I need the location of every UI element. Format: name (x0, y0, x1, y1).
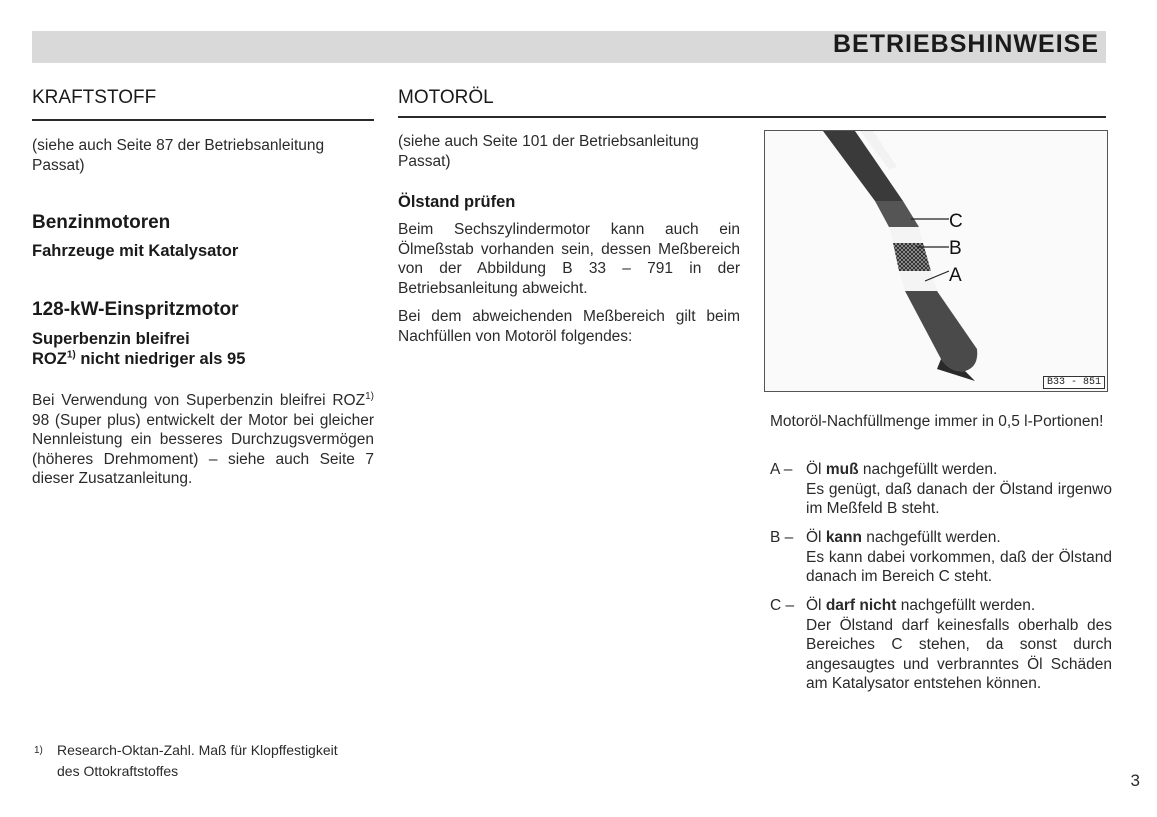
heading-katalysator: Fahrzeuge mit Katalysator (32, 242, 239, 260)
rule-body-b: Öl kann nachgefüllt werden. Es kann dabei vorkommen, daß der Ölstand danach im Bereich C steht. (806, 529, 1112, 585)
nachfuellmenge-note: Motoröl-Nachfüllmenge immer in 0,5 l-Portionen! (770, 413, 1104, 430)
motoroel-paragraph-2: Bei dem abweichenden Meßbereich gilt beim Nachfüllen von Motoröl folgendes: (398, 308, 740, 345)
dipstick-band-c (889, 227, 923, 243)
rule-mark-b: B – (770, 529, 794, 546)
rule-body-a: Öl muß nachgefüllt werden. Es genügt, daß danach der Ölstand irgenwo im Meßfeld B steht. (806, 461, 1112, 517)
footnote-line-1: Research-Oktan-Zahl. Maß für Klopffestigkeit (57, 742, 338, 758)
section-rule-left (32, 119, 374, 121)
footnote-line-2: des Ottokraftstoffes (57, 763, 179, 779)
spec-line-1: Superbenzin bleifrei (32, 330, 190, 348)
kraftstoff-intro: (siehe auch Seite 87 der Betriebsanleitung Passat) (32, 137, 325, 174)
section-title-kraftstoff: KRAFTSTOFF (32, 87, 157, 108)
section-rule-right (398, 116, 1106, 118)
dipstick-band-upper (875, 201, 919, 227)
heading-einspritzmotor: 128-kW-Einspritzmotor (32, 299, 239, 320)
figure-label-c: C (949, 211, 963, 232)
heading-benzinmotoren: Benzinmotoren (32, 212, 171, 233)
figure-label-a: A (949, 265, 962, 286)
rule-mark-c: C – (770, 597, 795, 614)
section-title-motoroel: MOTORÖL (398, 87, 494, 108)
page-number: 3 (1130, 771, 1140, 790)
page-header-title: BETRIEBSHINWEISE (832, 30, 1099, 58)
heading-oelstand-pruefen: Ölstand prüfen (398, 193, 516, 211)
figure-code: B33 - 851 (1043, 376, 1105, 389)
dipstick-illustration (765, 131, 1107, 391)
motoroel-paragraph-1: Beim Sechszylindermotor kann auch ein Ölmeßstab vorhanden sein, dessen Meßbereich von der Abbildung B 33 – 791 in der Betriebsanleitung abweicht. (398, 221, 740, 297)
motoroel-intro: (siehe auch Seite 101 der Betriebsanleitung Passat) (398, 133, 699, 170)
footnote-mark: 1) (34, 745, 43, 756)
dipstick-figure (764, 130, 1108, 392)
spec-line-2: ROZ$^{1)}$ nicht niedriger als 95 (32, 349, 246, 368)
kraftstoff-paragraph: Bei Verwendung von Superbenzin bleifrei ROZ$^{1)}$ 98 (Super plus) entwickelt der Motor bei gleicher Nennleistung ein besseres Durchzugsvermögen (höheres Drehmoment) – siehe auch Seite 7 dieser Zusatzanleitung. (32, 390, 374, 487)
dipstick-band-a (899, 271, 937, 291)
figure-label-b: B (949, 238, 962, 259)
rule-body-c: Öl darf nicht nachgefüllt werden. Der Ölstand darf keinesfalls oberhalb des Bereiches C stehen, da sonst durch angesaugtes und verbranntes Öl Schäden am Katalysator entstehen können. (806, 597, 1112, 692)
rule-mark-a: A – (770, 461, 793, 478)
